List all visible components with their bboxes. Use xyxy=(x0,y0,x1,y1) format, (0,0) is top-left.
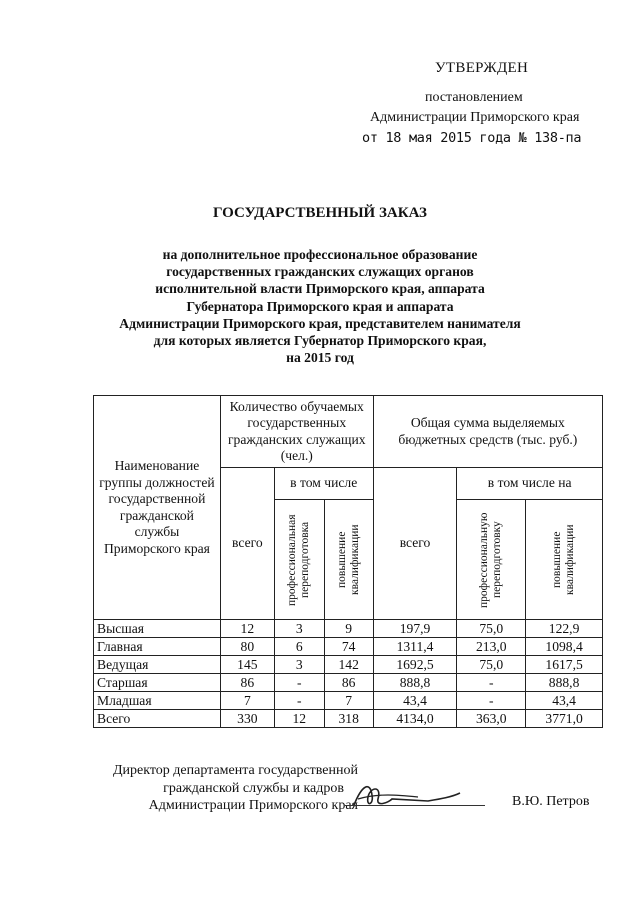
row-sum-retraining: 75,0 xyxy=(457,620,526,638)
subtitle-line: исполнительной власти Приморского края, аппарата xyxy=(155,281,485,297)
row-name: Ведущая xyxy=(94,656,221,674)
row-sum-retraining: - xyxy=(457,674,526,692)
row-retraining: 3 xyxy=(274,656,324,674)
header-sum-group: Общая сумма выделяемых бюджетных средств (тыс. руб.) xyxy=(373,396,602,468)
row-retraining: 12 xyxy=(274,710,324,728)
approval-line-3: от 18 мая 2015 года № 138-па xyxy=(362,130,582,146)
approval-title: УТВЕРЖДЕН xyxy=(435,60,529,76)
header-advanced-sum-label: повышение квалификации xyxy=(551,524,577,595)
row-total: 145 xyxy=(220,656,274,674)
header-sum-including: в том числе на xyxy=(457,468,603,500)
row-total: 86 xyxy=(220,674,274,692)
approval-line-1: постановлением xyxy=(425,90,523,105)
subtitle-line: Администрации Приморского края, представителем нанимателя xyxy=(119,315,521,331)
header-count-including: в том числе xyxy=(274,468,373,500)
row-sum-advanced: 888,8 xyxy=(526,674,603,692)
document-title: ГОСУДАРСТВЕННЫЙ ЗАКАЗ xyxy=(213,205,427,221)
row-retraining: - xyxy=(274,692,324,710)
row-advanced: 86 xyxy=(324,674,373,692)
row-sum-advanced: 1617,5 xyxy=(526,656,603,674)
header-sum-total: всего xyxy=(373,468,457,620)
state-order-table xyxy=(93,395,603,728)
row-sum: 1692,5 xyxy=(373,656,457,674)
row-sum-retraining: 75,0 xyxy=(457,656,526,674)
row-sum-advanced: 122,9 xyxy=(526,620,603,638)
row-sum: 1311,4 xyxy=(373,638,457,656)
row-sum: 4134,0 xyxy=(373,710,457,728)
row-total: 80 xyxy=(220,638,274,656)
header-retraining xyxy=(274,500,324,620)
row-advanced: 142 xyxy=(324,656,373,674)
row-sum: 888,8 xyxy=(373,674,457,692)
signatory-line: Администрации Приморского края xyxy=(148,798,358,813)
signature-line xyxy=(345,805,485,806)
row-sum-advanced: 3771,0 xyxy=(526,710,603,728)
row-total: 12 xyxy=(220,620,274,638)
row-sum-retraining: 213,0 xyxy=(457,638,526,656)
header-count-group: Количество обучаемых государственных гражданских служащих (чел.) xyxy=(220,396,373,468)
subtitle-line: Губернатора Приморского края и аппарата xyxy=(186,298,454,314)
row-advanced: 7 xyxy=(324,692,373,710)
signatory-line: Директор департамента государственной xyxy=(112,763,358,778)
header-position-group: Наименование группы должностей государственной гражданской службы Приморского края xyxy=(94,396,221,620)
signatory-name: В.Ю. Петров xyxy=(512,794,590,809)
row-sum-retraining: - xyxy=(457,692,526,710)
row-total: 330 xyxy=(220,710,274,728)
row-sum-retraining: 363,0 xyxy=(457,710,526,728)
row-advanced: 9 xyxy=(324,620,373,638)
header-advanced-label: повышение квалификации xyxy=(335,524,361,595)
table-row xyxy=(94,638,603,656)
header-advanced-sum xyxy=(526,500,603,620)
row-name: Высшая xyxy=(94,620,221,638)
table-row xyxy=(94,692,603,710)
row-total: 7 xyxy=(220,692,274,710)
row-retraining: 6 xyxy=(274,638,324,656)
header-advanced xyxy=(324,500,373,620)
table-row xyxy=(94,620,603,638)
row-retraining: 3 xyxy=(274,620,324,638)
subtitle-line: для которых является Губернатор Приморского края, xyxy=(153,333,487,349)
row-advanced: 74 xyxy=(324,638,373,656)
table-row xyxy=(94,674,603,692)
row-name: Старшая xyxy=(94,674,221,692)
header-retraining-sum-label: профессиональную переподготовку xyxy=(478,511,504,608)
subtitle-line: на дополнительное профессиональное образование xyxy=(162,247,478,262)
subtitle-line: на 2015 год xyxy=(286,350,354,366)
signatory-position xyxy=(88,762,358,815)
document-subtitle xyxy=(90,246,550,366)
row-name: Всего xyxy=(94,710,221,728)
header-retraining-sum xyxy=(457,500,526,620)
table-row-total xyxy=(94,710,603,728)
header-count-total: всего xyxy=(220,468,274,620)
handwritten-signature xyxy=(348,775,468,815)
row-advanced: 318 xyxy=(324,710,373,728)
header-retraining-label: профессиональная переподготовка xyxy=(286,513,312,606)
row-retraining: - xyxy=(274,674,324,692)
row-name: Главная xyxy=(94,638,221,656)
row-sum-advanced: 43,4 xyxy=(526,692,603,710)
subtitle-line: государственных гражданских служащих органов xyxy=(166,264,474,280)
table-row xyxy=(94,656,603,674)
signatory-line: гражданской службы и кадров xyxy=(163,780,344,796)
row-sum: 197,9 xyxy=(373,620,457,638)
row-name: Младшая xyxy=(94,692,221,710)
approval-line-2: Администрации Приморского края xyxy=(370,110,580,125)
row-sum-advanced: 1098,4 xyxy=(526,638,603,656)
row-sum: 43,4 xyxy=(373,692,457,710)
